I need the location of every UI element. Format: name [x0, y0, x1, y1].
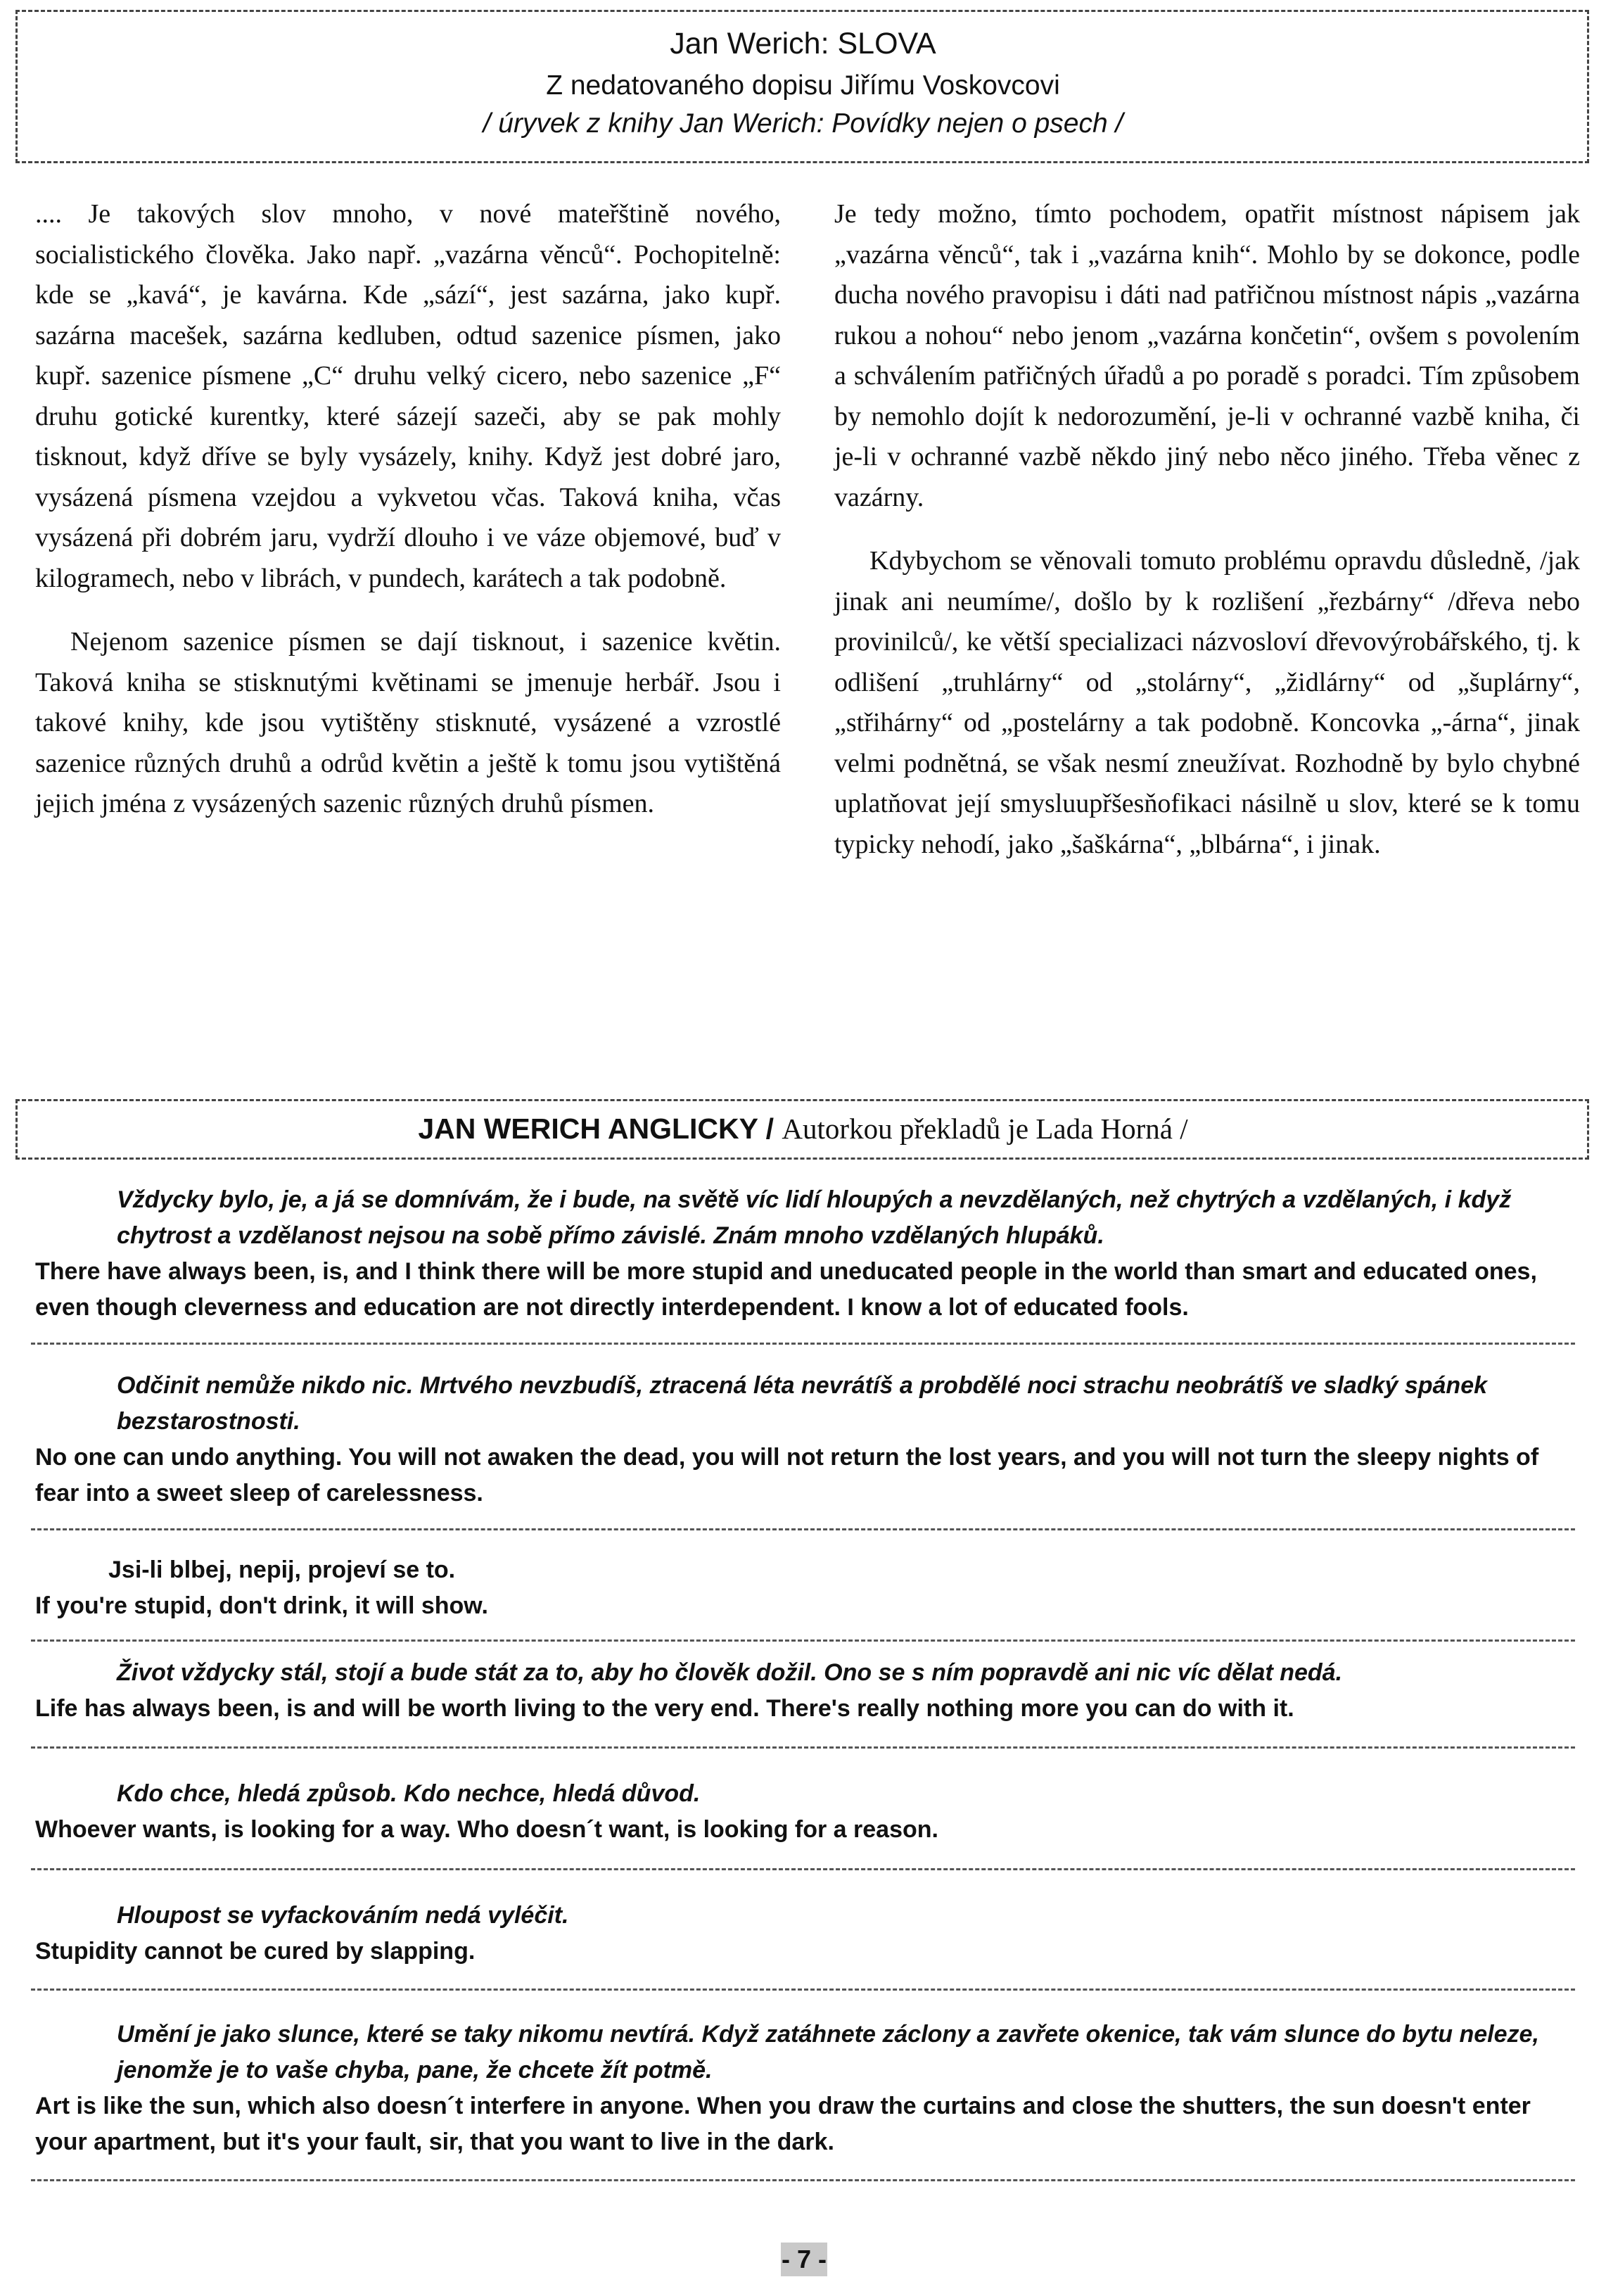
quote-english: Art is like the sun, which also doesn´t interfere in anyone. When you draw the curtains and close the shutters, the sun doesn't enter your apartment, but it's your fault, sir, that you want to live in the dark.: [35, 2093, 1531, 2155]
left-column: [35, 194, 781, 848]
quote-czech: Vždycky bylo, je, a já se domnívám, že i bude, na světě víc lidí hloupých a nevzdělaných, než chytrých a vzdělaných, i když chytrost a vzdělanost nejsou na sobě přímo závislé. Znám mnoho vzdělaných hlupáků.: [117, 1186, 1512, 1249]
quote-block: [35, 2017, 1583, 2160]
quote-english: No one can undo anything. You will not awaken the dead, you will not return the lost years, and you will not turn the sleepy nights of fear into a sweet sleep of carelessness.: [35, 1444, 1539, 1507]
section-heading: JAN WERICH ANGLICKY /: [418, 1112, 782, 1145]
quote-english: There have always been, is, and I think there will be more stupid and uneducated people in the world than smart and educated ones, even though cleverness and education are not directly interdependent. I know a lot of educated fools.: [35, 1258, 1537, 1321]
quote-english: Stupidity cannot be cured by slapping.: [35, 1938, 476, 1965]
quote-english: Life has always been, is and will be worth living to the very end. There's really nothing more you can do with it.: [35, 1695, 1294, 1722]
paragraph: Je tedy možno, tímto pochodem, opatřit místnost nápisem jak „vazárna věnců“, tak i „vazárna knih“. Mohlo by se dokonce, podle ducha nového pravopisu i dáti nad patřičnou místnost nápis „vazárna rukou a nohou“ nebo jenom „vazárna končetin“, ovšem s povolením a schválením patřičných úřadů a po poradě s poradci. Tím způsobem by nemohlo dojít k nedorozumění, je-li v ochranné vazbě kniha, či je-li v ochranné vazbě někdo jiný nebo něco jiného. Třeba věnec z vazárny.: [834, 199, 1580, 512]
article-subtitle: Z nedatovaného dopisu Jiřímu Voskovcovi: [546, 70, 1060, 101]
article-title: Jan Werich: SLOVA: [670, 27, 936, 61]
quote-czech: Umění je jako slunce, které se taky nikomu nevtírá. Když zatáhnete záclony a zavřete okenice, tak vám slunce do bytu neleze, jenomže je to vaše chyba, pane, že chcete žít potmě.: [117, 2021, 1539, 2083]
paragraph: .... Je takových slov mnoho, v nové mateřštině nového, socialistického člověka. Jako např. „vazárna věnců“. Pochopitelně: kde se „kavá“, je kavárna. Kde „sází“, jest sazárna, jako kupř. sazárna macešek, sazárna kedluben, odtud sazenice písmen, jako kupř. sazenice písmene „C“ druhu velký cicero, nebo sazenice „F“ druhu gotické kurentky, které sázejí sazeči, aby se pak mohly tisknout, když dříve se byly vysázely, knihy. Když jest dobré jaro, vysázená písmena vzejdou a vykvetou včas. Taková kniha, včas vysázená při dobrém jaru, vydrží dlouho i ve váze objemové, buď v kilogramech, nebo v librách, v pundech, karátech a tak podobně.: [35, 199, 781, 593]
quote-block: [35, 1898, 1583, 1970]
divider: [31, 1746, 1575, 1749]
translation-credit: Autorkou překladů je Lada Horná /: [782, 1112, 1188, 1145]
quote-block: [35, 1368, 1583, 1511]
paragraph: Kdybychom se věnovali tomuto problému opravdu důsledně, /jak jinak ani neumíme/, došlo by k rozlišení „řezbárny“ /dřeva nebo provinilců/, ke větší specializaci názvosloví dřevovýrobářského, tj. k odlišení „truhlárny“ od „stolárny“, „židlárny“ od „šuplárny“, „střihárny“ od „postelárny a tak podobně. Koncovka „-árna“, jinak velmi podnětná, se však nesmí zneužívat. Rozhodně by bylo chybné uplatňovat její smysluupřšesňofikaci násilně u slov, které se k tomu typicky nehodí, jako „šaškárna“, „blbárna“, i jinak.: [834, 546, 1580, 859]
divider: [31, 2179, 1575, 2181]
quote-english: Whoever wants, is looking for a way. Who doesn´t want, is looking for a reason.: [35, 1816, 938, 1843]
section-title: [0, 1112, 1606, 1146]
divider: [31, 1528, 1575, 1530]
divider: [31, 1868, 1575, 1870]
divider: [31, 1343, 1575, 1345]
divider: [31, 1639, 1575, 1642]
quote-block: [35, 1552, 1583, 1624]
quote-czech: Hloupost se vyfackováním nedá vyléčit.: [117, 1902, 569, 1929]
right-column: [834, 194, 1580, 888]
quote-czech: Kdo chce, hledá způsob. Kdo nechce, hledá důvod.: [117, 1780, 701, 1807]
article-source: / úryvek z knihy Jan Werich: Povídky nejen o psech /: [483, 108, 1123, 139]
quote-block: [35, 1182, 1583, 1326]
page-number: - 7 -: [781, 2243, 827, 2276]
quote-block: [35, 1776, 1583, 1848]
quote-block: [35, 1655, 1583, 1727]
quote-czech: Život vždycky stál, stojí a bude stát za to, aby ho člověk dožil. Ono se s ním popravdě ani nic víc dělat nedá.: [117, 1659, 1343, 1686]
quote-czech: Odčinit nemůže nikdo nic. Mrtvého nevzbudíš, ztracená léta nevrátíš a probdělé noci strachu neobrátíš ve sladký spánek bezstarostnosti.: [117, 1372, 1488, 1435]
divider: [31, 1989, 1575, 1991]
quote-english: If you're stupid, don't drink, it will show.: [35, 1592, 488, 1619]
quote-czech: Jsi-li blbej, nepij, projeví se to.: [108, 1556, 456, 1583]
paragraph: Nejenom sazenice písmen se dají tisknout, i sazenice květin. Taková kniha se stisknutými květinami se jmenuje herbář. Jsou i takové knihy, kde jsou vytištěny stisknuté, vysázené a vzrostlé sazenice různých druhů a odrůd květin a ještě k tomu jsou vytištěná jejich jména z vysázených sazenic různých druhů písmen.: [35, 627, 781, 818]
